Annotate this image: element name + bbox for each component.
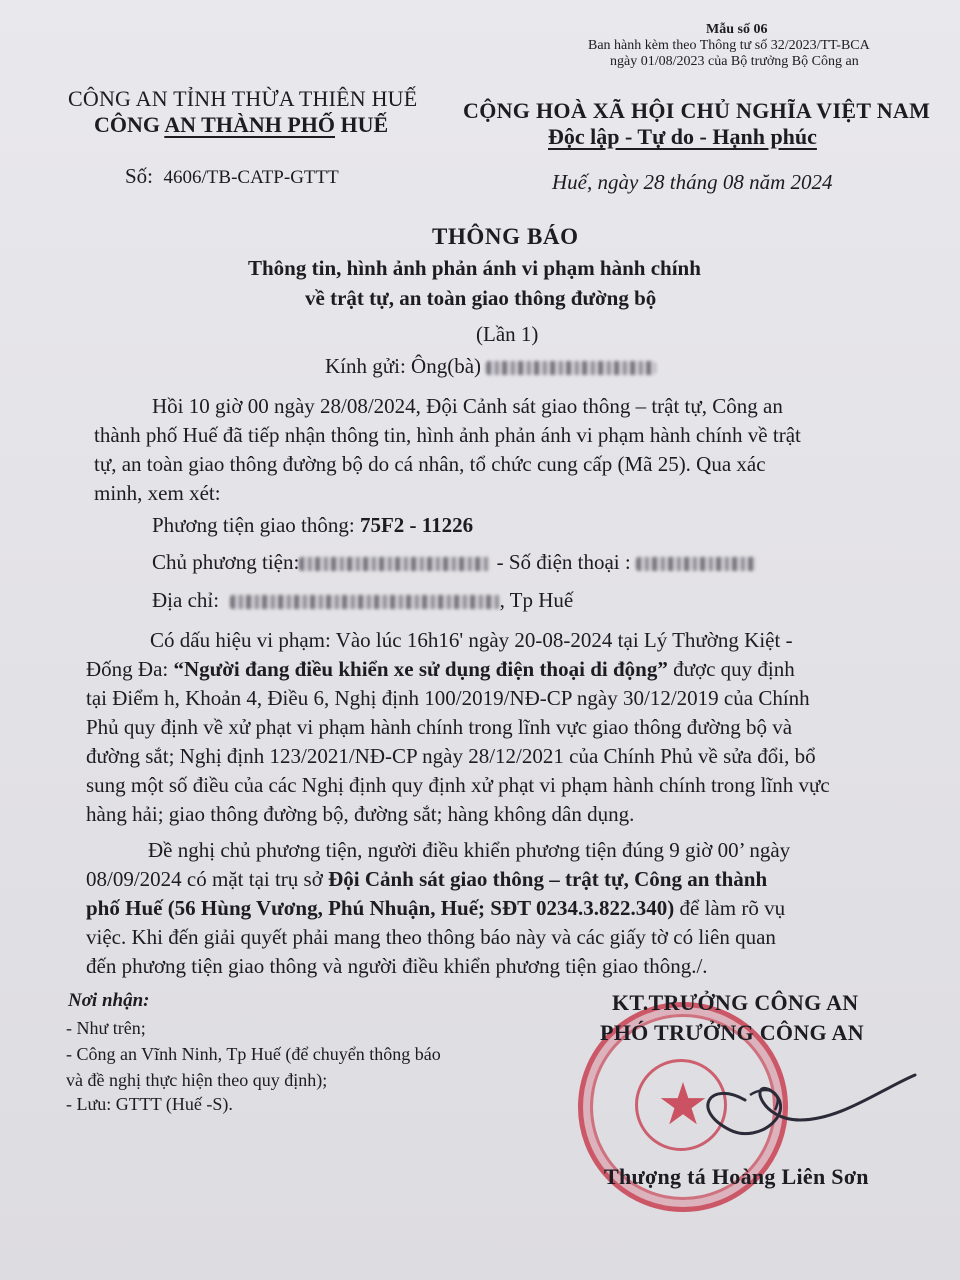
redacted-address xyxy=(230,595,500,609)
form-number: Mẫu số 06 xyxy=(706,22,768,37)
signature-title-2: PHÓ TRƯỞNG CÔNG AN xyxy=(600,1020,864,1045)
place-date: Huế, ngày 28 tháng 08 năm 2024 xyxy=(552,170,833,194)
agency-parent: CÔNG AN TỈNH THỪA THIÊN HUẾ xyxy=(68,86,418,111)
recipient-item: - Công an Vĩnh Ninh, Tp Huế (để chuyển thông báo xyxy=(66,1044,441,1064)
violation-paragraph: Có dấu hiệu vi phạm: Vào lúc 16h16' ngày 20-08-2024 tại Lý Thường Kiệt - Đống Đa: “Người đang điều khiển xe sử dụng điện thoại di động” được quy định tại Điểm h, Khoản 4, Điều 6, Nghị định 100/2019/NĐ-CP ngày 30/12/2019 của Chính Phủ quy định về xử phạt vi phạm hành chính trong lĩnh vực giao thông đường bộ và đường sắt; Nghị định 123/2021/NĐ-CP ngày 28/12/2021 của Chính Phủ về sửa đổi, bổ sung một số điều của các Nghị định quy định xử phạt vi phạm hành chính trong lĩnh vực hàng hải; giao thông đường bộ, đường sắt; hàng không dân dụng. xyxy=(86,628,830,826)
owner-line: Chủ phương tiện: - Số điện thoại : xyxy=(152,550,756,575)
star-icon: ★ xyxy=(657,1072,709,1137)
address-line: Địa chỉ: , Tp Huế xyxy=(152,588,574,612)
recipients-label: Nơi nhận: xyxy=(68,990,150,1011)
doc-subtitle-2: về trật tự, an toàn giao thông đường bộ xyxy=(305,286,657,310)
attempt-number: (Lần 1) xyxy=(476,322,539,346)
country-name: CỘNG HOÀ XÃ HỘI CHỦ NGHĨA VIỆT NAM xyxy=(463,98,931,123)
issued-by-line-2: ngày 01/08/2023 của Bộ trưởng Bộ Công an xyxy=(610,54,859,69)
agency-name: CÔNG AN THÀNH PHỐ HUẾ xyxy=(94,112,389,137)
handwritten-signature xyxy=(650,1050,920,1150)
addressee: Kính gửi: Ông(bà) xyxy=(325,354,656,379)
doc-subtitle-1: Thông tin, hình ảnh phản ánh vi phạm hành chính xyxy=(248,256,701,280)
intro-paragraph: Hồi 10 giờ 00 ngày 28/08/2024, Đội Cảnh sát giao thông – trật tự, Công an thành phố Huế đã tiếp nhận thông tin, hình ảnh phản ánh vi phạm hành chính về trật tự, an toàn giao thông đường bộ do cá nhân, tổ chức cung cấp (Mã 25). Qua xác minh, xem xét: xyxy=(94,394,801,505)
signature-title-1: KT.TRƯỞNG CÔNG AN xyxy=(612,990,859,1015)
recipient-item: - Như trên; xyxy=(66,1018,146,1038)
recipient-item: và đề nghị thực hiện theo quy định); xyxy=(66,1070,328,1090)
vehicle-line: Phương tiện giao thông: 75F2 - 11226 xyxy=(152,513,474,537)
doc-number: Số: 4606/TB-CATP-GTTT xyxy=(125,164,339,188)
redacted-name xyxy=(486,361,656,375)
redacted-phone xyxy=(636,557,756,571)
redacted-owner xyxy=(299,557,491,571)
issued-by-line-1: Ban hành kèm theo Thông tư số 32/2023/TT-BCA xyxy=(588,38,870,53)
national-motto: Độc lập - Tự do - Hạnh phúc xyxy=(548,124,817,149)
recipient-item: - Lưu: GTTT (Huế -S). xyxy=(66,1094,233,1114)
doc-title: THÔNG BÁO xyxy=(432,224,579,249)
signer-name: Thượng tá Hoàng Liên Sơn xyxy=(604,1164,869,1189)
request-paragraph: Đề nghị chủ phương tiện, người điều khiển phương tiện đúng 9 giờ 00’ ngày 08/09/2024 có mặt tại trụ sở Đội Cảnh sát giao thông – trật tự, Công an thành phố Huế (56 Hùng Vương, Phú Nhuận, Huế; SĐT 0234.3.822.340) để làm rõ vụ việc. Khi đến giải quyết phải mang theo thông báo này và các giấy tờ có liên quan đến phương tiện giao thông và người điều khiển phương tiện giao thông./. xyxy=(86,838,791,978)
